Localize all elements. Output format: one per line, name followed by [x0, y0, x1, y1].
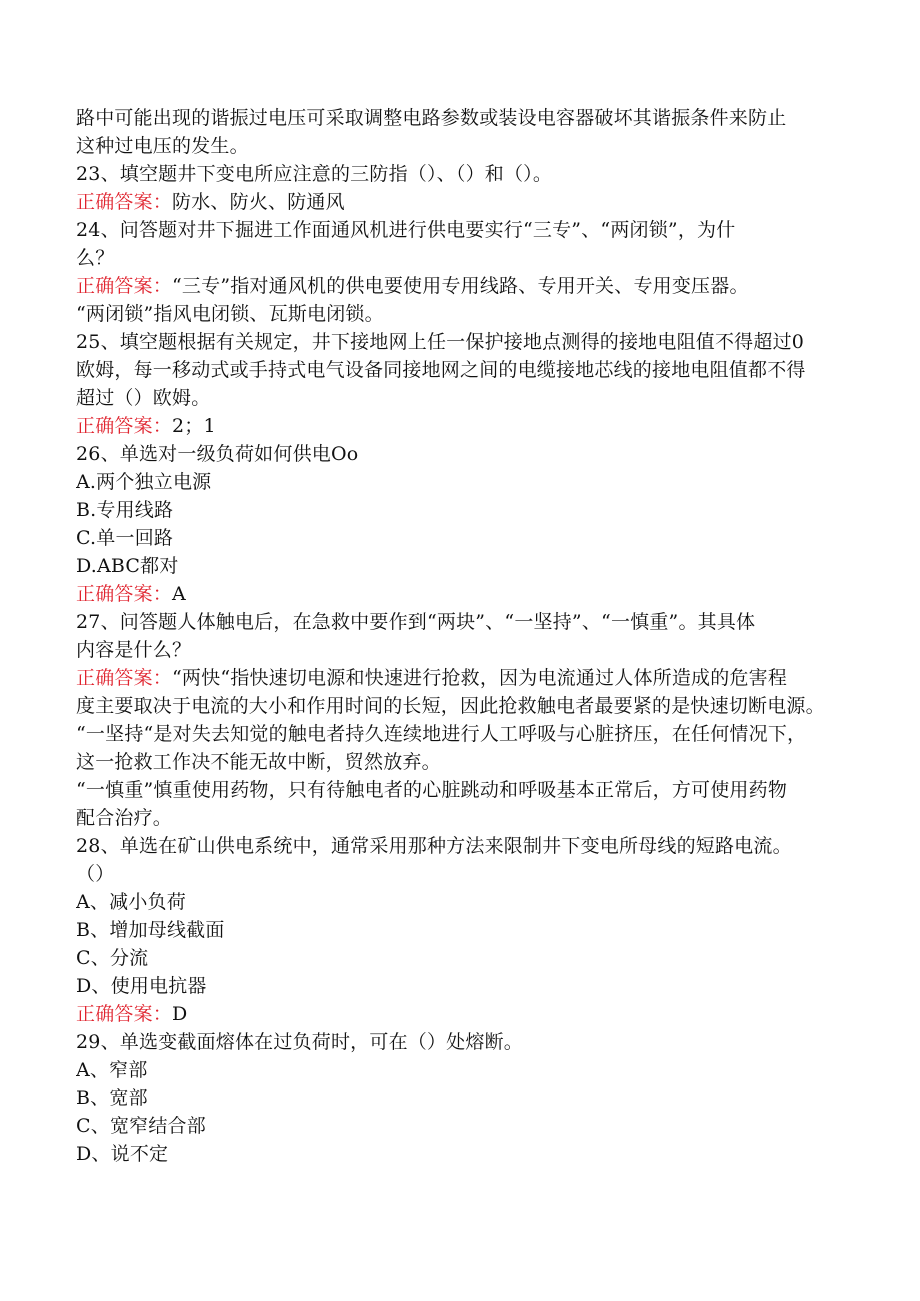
text-line: “两闭锁”指风电闭锁、瓦斯电闭锁。: [76, 303, 384, 325]
option-b: B.专用线路: [76, 499, 174, 521]
text-line: “一慎重”慎重使用药物，只有待触电者的心脏跳动和呼吸基本正常后，方可使用药物: [76, 779, 788, 801]
question-24: 24、问答题对井下掘进工作面通风机进行供电要实行“三专”、“两闭锁”，为什: [76, 219, 736, 241]
answer-text: “两快“指快速切电源和快速进行抢救，因为电流通过人体所造成的危害程: [172, 667, 788, 689]
answer-25: [76, 412, 856, 440]
answer-label: 正确答案：: [76, 667, 173, 689]
text-line: 内容是什么？: [76, 639, 192, 661]
option-a: A、减小负荷: [76, 891, 186, 913]
option-b: B、增加母线截面: [76, 919, 225, 941]
text-line: 这一抢救工作决不能无故中断，贸然放弃。: [76, 751, 441, 773]
option-c: C、宽窄结合部: [76, 1115, 206, 1137]
option-c: C、分流: [76, 947, 149, 969]
answer-label: 正确答案：: [76, 583, 173, 605]
answer-28: [76, 1000, 856, 1028]
answer-text: D: [172, 1003, 188, 1025]
question-25: 25、填空题根据有关规定，井下接地网上任一保护接地点测得的接地电阻值不得超过0: [76, 331, 805, 353]
answer-24: [76, 272, 856, 300]
text-line: 这种过电压的发生。: [76, 135, 249, 157]
question-26: 26、单选对一级负荷如何供电Oo: [76, 443, 359, 465]
text-line: 超过（）欧姆。: [76, 387, 211, 409]
question-28: 28、单选在矿山供电系统中，通常采用那种方法来限制井下变电所母线的短路电流。: [76, 835, 792, 857]
text-line: 欧姆，每一移动式或手持式电气设备同接地网之间的电缆接地芯线的接地电阻值都不得: [76, 359, 806, 381]
answer-26: [76, 580, 856, 608]
answer-text: A: [172, 583, 186, 605]
answer-label: 正确答案：: [76, 191, 173, 213]
answer-label: 正确答案：: [76, 415, 173, 437]
text-line: 度主要取决于电流的大小和作用时间的长短，因此抢救触电者最要紧的是快速切断电源。: [76, 695, 825, 717]
option-a: A、窄部: [76, 1059, 148, 1081]
option-b: B、宽部: [76, 1087, 148, 1109]
document-page: [76, 104, 856, 1168]
answer-label: 正确答案：: [76, 1003, 173, 1025]
option-a: A.两个独立电源: [76, 471, 212, 493]
answer-27: [76, 664, 856, 692]
option-c: C.单一回路: [76, 527, 174, 549]
text-line: “一坚持“是对失去知觉的触电者持久连续地进行人工呼吸与心脏挤压，在任何情况下，: [76, 723, 807, 745]
text-line: 配合治疗。: [76, 807, 173, 829]
answer-text: 防水、防火、防通风: [172, 191, 345, 213]
option-d: D、说不定: [76, 1143, 169, 1165]
option-d: D.ABC都对: [76, 555, 179, 577]
question-23: 23、填空题井下变电所应注意的三防指（）、（）和（）。: [76, 163, 553, 185]
answer-23: [76, 188, 856, 216]
answer-text: 2；1: [172, 415, 216, 437]
option-d: D、使用电抗器: [76, 975, 207, 997]
question-29: 29、单选变截面熔体在过负荷时，可在（）处熔断。: [76, 1031, 523, 1053]
answer-text: “三专”指对通风机的供电要使用专用线路、专用开关、专用变压器。: [172, 275, 749, 297]
text-line: 么？: [76, 247, 115, 269]
question-27: 27、问答题人体触电后，在急救中要作到“两块”、“一坚持”、“一慎重”。其具体: [76, 611, 756, 633]
text-line: 路中可能出现的谐振过电压可采取调整电路参数或装设电容器破坏其谐振条件来防止: [76, 107, 787, 129]
answer-label: 正确答案：: [76, 275, 173, 297]
text-line: （）: [76, 863, 115, 885]
